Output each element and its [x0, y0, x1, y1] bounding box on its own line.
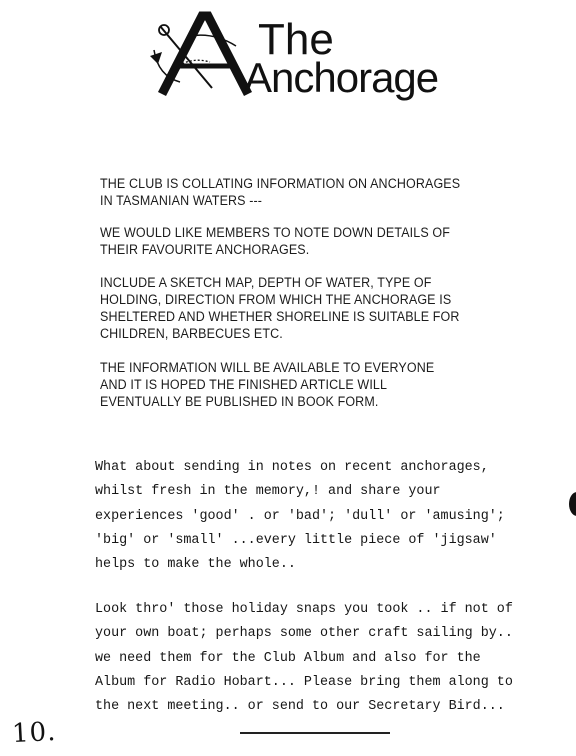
- anchorage-logo: [150, 6, 450, 102]
- text-line: SHELTERED AND WHETHER SHORELINE IS SUITABLE FOR: [100, 309, 460, 325]
- footer-rule: [240, 732, 390, 734]
- text-line: 'big' or 'small' ...every little piece of 'jigsaw': [95, 532, 497, 548]
- text-line: WE WOULD LIKE MEMBERS TO NOTE DOWN DETAILS OF: [100, 225, 451, 241]
- text-line: THE CLUB IS COLLATING INFORMATION ON ANCHORAGES: [100, 176, 461, 192]
- text-line: experiences 'good' . or 'bad'; 'dull' or 'amusing';: [95, 508, 505, 524]
- text-line: helps to make the whole..: [95, 557, 296, 573]
- text-line: HOLDING, DIRECTION FROM WHICH THE ANCHORAGE IS: [100, 292, 452, 308]
- text-line: THEIR FAVOURITE ANCHORAGES.: [100, 242, 310, 258]
- notice-paragraph-1: [100, 176, 520, 210]
- anchor-emblem-icon: [150, 6, 450, 102]
- typed-paragraph-2: [95, 598, 575, 719]
- text-line: EVENTUALLY BE PUBLISHED IN BOOK FORM.: [100, 394, 379, 410]
- text-line: your own boat; perhaps some other craft sailing by..: [95, 626, 513, 642]
- page-number: 10.: [11, 716, 58, 750]
- text-line: INCLUDE A SKETCH MAP, DEPTH OF WATER, TYPE OF: [100, 275, 432, 291]
- text-line: we need them for the Club Album and also for the: [95, 650, 481, 666]
- text-line: IN TASMANIAN WATERS ---: [100, 193, 263, 209]
- logo-title-anchorage: Anchorage: [244, 54, 439, 101]
- text-line: whilst fresh in the memory,! and share your: [95, 484, 441, 500]
- notice-paragraph-3: [100, 275, 520, 343]
- notice-paragraph-2: [100, 225, 520, 259]
- logo-title-the: The: [258, 15, 334, 64]
- text-line: the next meeting.. or send to our Secretary Bird...: [95, 699, 505, 715]
- text-line: THE INFORMATION WILL BE AVAILABLE TO EVERYONE: [100, 360, 435, 376]
- text-line: Look thro' those holiday snaps you took .. if not of: [95, 602, 513, 617]
- text-line: AND IT IS HOPED THE FINISHED ARTICLE WILL: [100, 377, 388, 393]
- notice-paragraph-4: [100, 360, 520, 411]
- text-line: Album for Radio Hobart... Please bring them along to: [95, 674, 513, 690]
- text-line: What about sending in notes on recent anchorages,: [95, 460, 489, 475]
- text-line: CHILDREN, BARBECUES ETC.: [100, 326, 283, 342]
- typed-paragraph-1: [95, 456, 575, 577]
